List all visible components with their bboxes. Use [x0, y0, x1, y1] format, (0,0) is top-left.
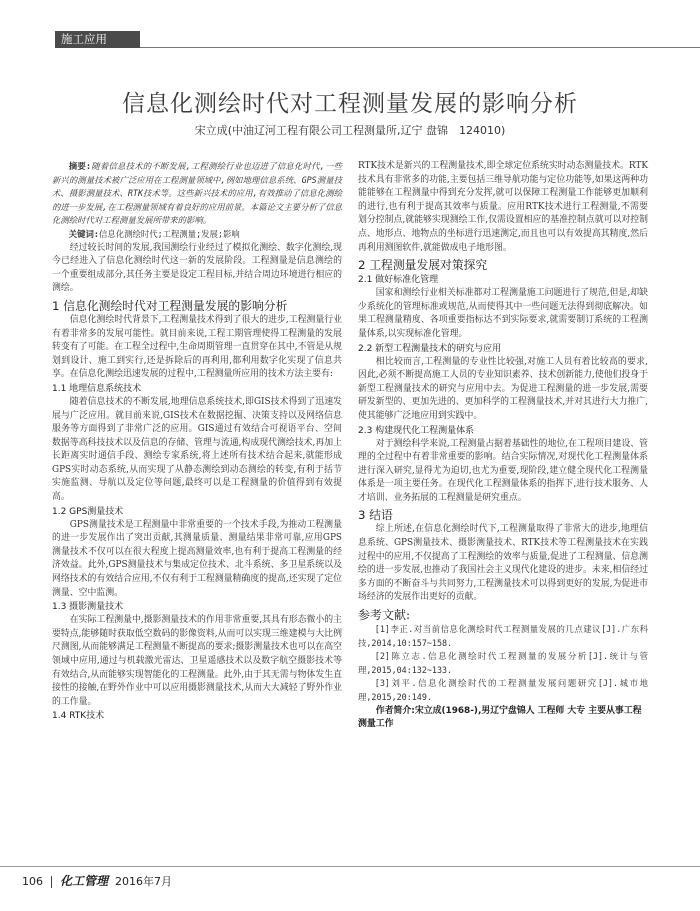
- section-1-3-heading: 1.3 摄影测量技术: [52, 602, 124, 613]
- left-column: [52, 160, 342, 723]
- abstract-label: 摘要:: [68, 161, 92, 171]
- keywords-label: 关键词:: [68, 228, 99, 239]
- section-3-paragraph: 综上所述,在信息化测绘时代下,工程测量取得了非常大的进步,地理信息系统、GPS测量技术、摄影测量技术、RTK技术等工程测量技术在实践过程中的应用,不仅提高了工程测绘的效率与质量,促进了工程测量、信息测绘的进一步发展,也推动了我国社会主义现代化建设的进步。未来,相信经过多方面的不断奋斗与共同努力,工程测量技术可以得到更好的发展,为促进市场经济的发展作出更好的贡献。: [358, 524, 648, 603]
- section-1-4-heading: 1.4 RTK技术: [52, 711, 105, 722]
- abstract: [52, 160, 342, 228]
- section-2-1-paragraph: 国家和测绘行业相关标准都对工程测量施工问题进行了规范,但是,却缺少系统化的管理标准或规范,从而使得其中一些问题无法得到彻底解决。如果工程测量精度、各项重要指标达不到实际要求,就需要制订系统的工程测量体系,以实现标准化管理。: [358, 288, 648, 339]
- section-1-4-paragraph: RTK技术是新兴的工程测量技术,即全球定位系统实时动态测量技术。RTK技术具有非常多的功能,主要包括三维导航功能与定位功能等,如果这两种功能能够在工程测量中得到充分发挥,就可以保障工程测量工作能够更加顺利的进行,也有利于提高其效率与质量。应用RTK技术进行工程测量,不需要划分控制点,就能够实现测绘工作,仅需设置相应的基准控制点就可以对控制点、地形点、地物点的坐标进行迅速测定,而且也可以有效提高其精度,然后再利用测图软件,就能做成电子地形图。: [358, 161, 648, 253]
- header-rule: [140, 47, 700, 48]
- reference-item: [2]陈立志.信息化测绘时代工程测量的发展分析[J].统计与管理,2015,04:132~133.: [358, 651, 648, 675]
- section-3-heading: 3 结语: [358, 508, 393, 523]
- page-footer: [22, 872, 172, 889]
- journal-name: 化工管理: [60, 874, 109, 888]
- reference-item: [3]刘平.信息化测绘时代的工程测量发展问题研究[J].城市地理,2015,20:149.: [358, 678, 648, 702]
- intro-paragraph: 经过较长时间的发展,我国测绘行业经过了模拟化测绘、数字化测绘,现今已经进入了信息化测绘时代这一新的发展阶段。工程测量是信息测绘的一个重要组成部分,其任务主要是设定工程目标,并结合周边环境进行相应的测绘。: [52, 242, 342, 294]
- author-line: 宋立成(中油辽河工程有限公司工程测量所,辽宁 盘锦 124010): [194, 124, 506, 137]
- footer-rule: [0, 866, 700, 867]
- section-2-2-paragraph: 相比较而言,工程测量的专业性比较强,对施工人员有着比较高的要求,因此,必须不断提高施工人员的专业知识素养、技术创新能力,使他们投身于新型工程测量技术的研究与应用中去。为促进工程测量的进一步发展,需要研发新型的、更加先进的、更加科学的工程测量技术,并对其进行大力推广,使其能够广泛地应用到实践中。: [358, 356, 648, 421]
- right-column: [358, 160, 648, 732]
- abstract-text: 随着信息技术的不断发展,工程测绘行业也迈进了信息化时代,一些新兴的测量技术被广泛应用在工程测量领域中,例如地理信息系统、GPS测量技术、摄影测量技术、RTK技术等。这些新兴技术的应用,有效推动了信息化测绘的进一步发展,在工程测量领域有着良好的应用前景。本篇论文主要分析了信息化测绘时代对工程测量发展所带来的影响。: [52, 161, 342, 226]
- section-1-1-heading: 1.1 地理信息系统技术: [52, 383, 142, 394]
- section-1-1-paragraph: 随着信息技术的不断发展,地理信息系统技术,即GIS技术得到了迅速发展与广泛应用。就目前来说,GIS技术在数据挖掘、决策支持以及网络信息服务等方面得到了非常广泛的应用。GIS通过有效结合可视语平台、空间数据等高科技技术以及信息的存储、管理与流通,构成现代测绘技术,再加上长距离实时通信手段、测绘专家系统,将上述所有技术结合起来,就能形成GPS实时动态系统,从而实现了从静态测绘到动态测绘的转变,有利于括节实施监测、导航以及定位等问题,最终可以是工程测量的价值得到有效提高。: [52, 396, 342, 503]
- section-1-3-paragraph: 在实际工程测量中,摄影测量技术的作用非常重要,其具有形态微小的主要特点,能够随时获取低空数码的影像资料,从而可以实现三维建模与大比例尺测图,从而能够满足工程测量不断提高的要求;摄影测量技术也可以在高空领域中应用,通过与机载激光雷达、卫星遥感技术以及数字航空摄影技术等有效结合,从而能够实现智能化的工程测量。此外,由于其无需与物体发生直接性的接触,在野外作业中可以应用摄影测量技术,从而大大减轻了野外作业的工作量。: [52, 615, 342, 707]
- section-2-heading: 2 工程测量发展对策探究: [358, 258, 488, 273]
- section-1-2-paragraph: GPS测量技术是工程测量中非常重要的一个技术手段,为推动工程测量的进一步发展作出了突出贡献,其测量质量、测量结果非常可靠,应用GPS测量技术不仅可以在很大程度上提高测量效率,也有利于提高工程测量的经济效益。此外,GPS测量技术与集成定位技术、北斗系统、多卫星系统以及网络技术的有效结合应用,不仅有利于工程测量精确度的提高,还实现了定位测量、空中监测。: [52, 519, 342, 598]
- keywords: [52, 228, 342, 242]
- article-title: 信息化测绘时代对工程测量发展的影响分析: [122, 91, 578, 118]
- footer-separator: [51, 876, 52, 888]
- reference-item: [1]李正.对当前信息化测绘时代工程测量发展的几点建议[J].广东科技,2014,10:157~158.: [358, 624, 648, 648]
- author-bio: 作者简介:宋立成(1968-),男辽宁盘锦人 工程师 大专 主要从事工程测量工作: [358, 705, 642, 730]
- section-1-heading: 1 信息化测绘时代对工程测量发展的影响分析: [52, 298, 288, 313]
- section-1-paragraph: 信息化测绘时代背景下,工程测量技术得到了很大的进步,工程测量行业有着非常多的发展可能性。就目前来说,工程工期管理使得工程测量的发展转变有了可能。在工程全过程中,生命周期管理一直贯穿在其中,不管是从规划到设计、施工到实行,还是拆除后的再利用,都利用数字化实现了信息共享。在信息化测绘迅速发展的过程中,工程测量所应用的技术方法主要有:: [52, 314, 342, 380]
- section-2-1-heading: 2.1 做好标准化管理: [358, 275, 439, 286]
- section-label: 施工应用: [55, 31, 140, 48]
- keywords-text: 信息化测绘时代;工程测量;发展;影响: [98, 228, 240, 239]
- section-2-3-paragraph: 对于测绘科学来说,工程测量占据着基础性的地位,在工程项目建设、管理的全过程中有着非常重要的影响。结合实际情况,对现代化工程测量体系进行深入研究,显得尤为迫切,也尤为重要,现阶段,建立健全现代化工程测量体系是一项主要任务。在现代化工程测量体系的指挥下,进行技术服务、人才培训、业务拓展的工程测量是研究重点。: [358, 438, 648, 503]
- section-2-2-heading: 2.2 新型工程测量技术的研究与应用: [358, 343, 502, 354]
- page-number: 106: [22, 875, 43, 888]
- section-2-3-heading: 2.3 构建现代化工程测量体系: [358, 425, 475, 436]
- page-header: [0, 0, 700, 52]
- references-heading: 参考文献:: [358, 608, 411, 623]
- section-1-2-heading: 1.2 GPS测量技术: [52, 506, 124, 517]
- issue-date: 2016年7月: [115, 875, 173, 888]
